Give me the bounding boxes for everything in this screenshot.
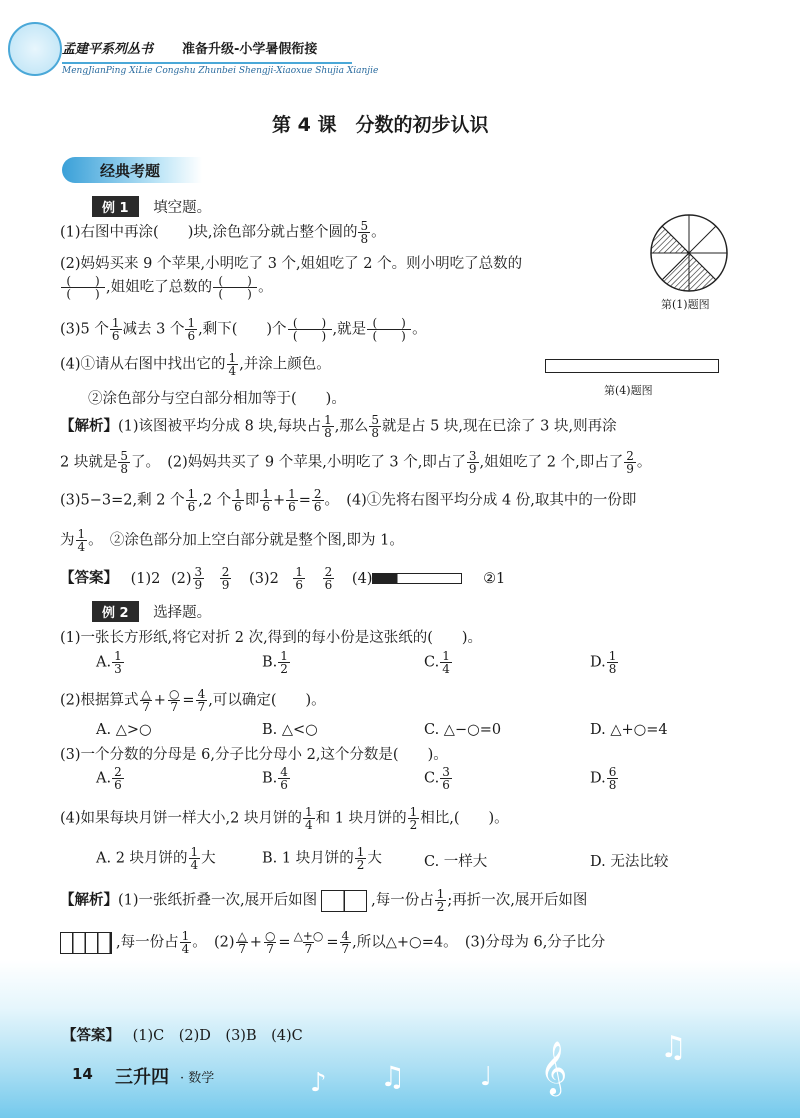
bar-figure <box>545 359 719 373</box>
text: A. <box>96 654 112 671</box>
sol1-line4 <box>60 528 404 553</box>
text: A. <box>96 770 112 787</box>
book-name: 三升四 <box>115 1067 169 1088</box>
fraction: $\frac{1}{6}$ <box>295 565 304 592</box>
q3-opt-b <box>262 766 291 791</box>
ex2-q3: (3)一个分数的分母是 6,分子比分母小 2,这个分数是( )。 <box>60 747 448 763</box>
text: (4)如果每块月饼一样大小,2 块月饼的 <box>60 810 302 827</box>
fraction: $\frac{2}{6}$ <box>324 565 333 592</box>
fraction: $\frac{\triangle}{7}$ <box>141 687 151 714</box>
text: (2) <box>170 570 192 587</box>
text: = <box>278 934 291 951</box>
fraction: $\frac{1}{4}$ <box>77 527 86 554</box>
lesson-title: 第 4 课 分数的初步认识 <box>272 114 489 136</box>
q1-opt-c <box>424 650 453 675</box>
sol1-line2 <box>60 450 651 475</box>
fraction: $\frac{1}{4}$ <box>228 351 237 378</box>
header-rule <box>62 62 352 64</box>
text: 。 <box>258 279 273 296</box>
q4-opt-c: C. 一样大 <box>424 854 488 870</box>
ex2-prompt: 选择题。 <box>153 605 212 621</box>
q1-opt-d <box>590 650 619 675</box>
q3-opt-c <box>424 766 453 791</box>
fraction: $\frac{3}{9}$ <box>468 449 477 476</box>
text: ,并涂上颜色。 <box>239 356 331 373</box>
q1-opt-a <box>96 650 125 675</box>
text: ,剩下( )个 <box>198 321 287 338</box>
text: 即 <box>244 492 260 509</box>
ex1-label: 例 1 <box>92 196 139 217</box>
q3-opt-d <box>590 766 619 791</box>
fraction: $\frac{1}{8}$ <box>324 413 332 440</box>
ex2-label: 例 2 <box>92 601 139 622</box>
text: (1)2 <box>130 570 161 587</box>
music-note-icon: ♫ <box>660 1030 687 1065</box>
text: (3)5 个 <box>60 321 109 338</box>
sol1-line3 <box>60 488 636 513</box>
fraction: $\frac{1}{6}$ <box>187 316 196 343</box>
fraction: $\frac{1}{2}$ <box>409 805 418 832</box>
text: 。 (4)①先将右图平均分成 4 份,取其中的一份即 <box>324 492 637 509</box>
text: A. 2 块月饼的 <box>96 850 188 867</box>
music-note-icon: ♩ <box>480 1062 493 1092</box>
ans2-line <box>62 1024 303 1045</box>
fraction: $\frac{1}{4}$ <box>190 845 199 872</box>
text: = <box>298 492 311 509</box>
fraction: $\frac{3}{6}$ <box>442 765 450 792</box>
ex1-heading <box>92 196 211 217</box>
fraction: $\frac{○}{7}$ <box>168 687 180 714</box>
fraction: $\frac{3}{9}$ <box>194 565 203 592</box>
text: ,姐姐吃了 2 个,即占了 <box>479 454 624 471</box>
fraction: $\frac{2}{6}$ <box>114 765 122 792</box>
text: (4) <box>351 570 373 587</box>
q1-opt-b <box>262 650 291 675</box>
text: ,每一份占 <box>116 934 179 951</box>
fraction: $\frac{○}{7}$ <box>264 929 276 956</box>
q4-opt-a <box>96 846 216 871</box>
series-name: 孟建平系列丛书 <box>62 42 154 57</box>
blank-fraction: $\frac{( )}{( )}$ <box>288 317 332 342</box>
text: = <box>326 934 339 951</box>
sol-label: 【解析】 <box>60 418 118 435</box>
text: (1)一张纸折叠一次,展开后如图 <box>118 892 318 909</box>
ex2-q4 <box>60 806 509 831</box>
text: 。 (2) <box>192 934 235 951</box>
fraction: $\frac{1}{3}$ <box>114 649 122 676</box>
text: 为 <box>60 532 75 549</box>
fraction: $\frac{2}{9}$ <box>626 449 634 476</box>
ex1-prompt: 填空题。 <box>153 200 212 216</box>
text: 了。 (2)妈妈共买了 9 个苹果,小明吃了 3 个,即占了 <box>130 454 466 471</box>
text: C. <box>424 654 440 671</box>
text: (2)根据算式 <box>60 692 139 709</box>
ex2-q2 <box>60 688 326 713</box>
text: 2 块就是 <box>60 454 118 471</box>
fraction: $\frac{1}{8}$ <box>608 649 617 676</box>
page-number: 14 <box>72 1065 93 1083</box>
text: D. <box>590 770 606 787</box>
fraction: $\frac{4}{7}$ <box>341 929 350 956</box>
treble-clef-icon: 𝄞 <box>540 1040 568 1094</box>
fraction: $\frac{1}{6}$ <box>234 487 242 514</box>
text: 。 ②涂色部分加上空白部分就是整个图,即为 1。 <box>88 532 404 549</box>
fraction: $\frac{\triangle}{7}$ <box>237 929 247 956</box>
ex1-q4 <box>60 352 331 377</box>
q4-opt-b <box>262 846 382 871</box>
text: ,所以△+○=4。 (3)分母为 6,分子比分 <box>352 934 606 951</box>
text: 。 <box>636 454 652 471</box>
fig4-caption: 第(4)题图 <box>604 384 653 397</box>
ex1-q1 <box>60 220 386 245</box>
fraction: $\frac{1}{2}$ <box>436 887 445 914</box>
text: C. <box>424 770 440 787</box>
ex2-heading <box>92 601 211 622</box>
fraction: $\frac{2}{6}$ <box>313 487 322 514</box>
text: (4)①请从右图中找出它的 <box>60 356 226 373</box>
q4-opt-d: D. 无法比较 <box>590 854 669 870</box>
text: + <box>272 492 286 509</box>
fraction: $\frac{1}{4}$ <box>304 805 313 832</box>
fraction: $\frac{1}{4}$ <box>442 649 450 676</box>
series-subtitle: 准备升级-小学暑假衔接 <box>182 42 318 57</box>
text: 大 <box>201 850 216 867</box>
text: 。 <box>371 224 386 241</box>
fraction: $\frac{\triangle+○}{7}$ <box>293 929 324 956</box>
text: ,每一份占 <box>371 892 434 909</box>
logo <box>8 22 62 76</box>
ex2-q1: (1)一张长方形纸,将它对折 2 次,得到的每小份是这张纸的( )。 <box>60 630 483 646</box>
circle-figure <box>648 212 730 294</box>
text: ,就是 <box>332 321 367 338</box>
section-title: 经典考题 <box>100 162 161 180</box>
q2-opt-c: C. △−○=0 <box>424 722 502 738</box>
q2-opt-b: B. △<○ <box>262 722 318 738</box>
fold-twice-figure <box>60 932 112 954</box>
text: ;再折一次,展开后如图 <box>447 892 588 909</box>
fraction: $\frac{1}{2}$ <box>280 649 288 676</box>
text: 。 <box>412 321 427 338</box>
fraction: $\frac{1}{6}$ <box>111 316 120 343</box>
q3-opt-a <box>96 766 125 791</box>
sol2-line2 <box>60 930 605 955</box>
text: ,2 个 <box>198 492 232 509</box>
ex1-q2-line2 <box>60 275 273 300</box>
answer-bar <box>372 573 462 584</box>
text: B. 1 块月饼的 <box>262 850 354 867</box>
sol2-line1 <box>60 888 587 913</box>
text: = <box>182 692 195 709</box>
ans-label: 【答案】 <box>62 1028 120 1044</box>
ex1-q2-line1: (2)妈妈买来 9 个苹果,小明吃了 3 个,姐姐吃了 2 个。则小明吃了总数的 <box>60 256 523 272</box>
text: 和 1 块月饼的 <box>315 810 407 827</box>
fraction: $\frac{1}{4}$ <box>181 929 190 956</box>
text: B. <box>262 770 278 787</box>
fraction: $\frac{2}{9}$ <box>221 565 230 592</box>
music-note-icon: ♪ <box>310 1068 327 1098</box>
text: 减去 3 个 <box>122 321 185 338</box>
music-note-icon: ♫ <box>380 1060 406 1093</box>
ans1-line <box>60 566 505 591</box>
pinyin-line: MengJianPing XiLie Congshu Zhunbei Shengji-Xiaoxue Shujia Xianjie <box>62 66 379 76</box>
sol1-line1 <box>60 414 617 439</box>
blank-fraction: $\frac{( )}{( )}$ <box>213 275 257 300</box>
text: + <box>249 934 262 951</box>
q2-opt-d: D. △+○=4 <box>590 722 668 738</box>
ex1-q3 <box>60 317 427 342</box>
text: (3)5−3=2,剩 2 个 <box>60 492 185 509</box>
text: (1)C (2)D (3)B (4)C <box>132 1028 303 1044</box>
text: 就是占 5 块,现在已涂了 3 块,则再涂 <box>381 418 617 435</box>
text: ,姐姐吃了总数的 <box>106 279 213 296</box>
fold-once-figure <box>321 890 367 912</box>
text: (1)右图中再涂( )块,涂色部分就占整个圆的 <box>60 224 358 241</box>
ex1-q4-line2: ②涂色部分与空白部分相加等于( )。 <box>88 391 346 407</box>
fraction: $\frac{5}{8}$ <box>120 449 128 476</box>
fraction: $\frac{1}{6}$ <box>262 487 270 514</box>
text: B. <box>262 654 278 671</box>
subject: · 数学 <box>180 1071 215 1086</box>
fraction: $\frac{1}{6}$ <box>187 487 196 514</box>
ans-label: 【答案】 <box>60 570 118 587</box>
fraction: $\frac{5}{8}$ <box>371 413 379 440</box>
fraction: $\frac{4}{7}$ <box>197 687 206 714</box>
text: ,那么 <box>334 418 369 435</box>
text: 大 <box>367 850 382 867</box>
sol-label: 【解析】 <box>60 892 118 909</box>
fig1-caption: 第(1)题图 <box>661 298 710 311</box>
text: (1)该图被平均分成 8 块,每块占 <box>118 418 322 435</box>
fraction: $\frac{1}{6}$ <box>288 487 296 514</box>
text: D. <box>590 654 606 671</box>
fraction: $\frac{6}{8}$ <box>608 765 617 792</box>
blank-fraction: $\frac{( )}{( )}$ <box>367 317 411 342</box>
blank-fraction: $\frac{( )}{( )}$ <box>61 275 105 300</box>
text: ②1 <box>483 570 506 587</box>
text: (3)2 <box>249 570 279 587</box>
fraction: $\frac{1}{2}$ <box>356 845 365 872</box>
text: ,可以确定( )。 <box>208 692 326 709</box>
text: 相比,( )。 <box>420 810 509 827</box>
fraction: $\frac{5}{8}$ <box>360 219 369 246</box>
text: + <box>153 692 166 709</box>
q2-opt-a: A. △>○ <box>96 722 152 738</box>
fraction: $\frac{4}{6}$ <box>280 765 288 792</box>
